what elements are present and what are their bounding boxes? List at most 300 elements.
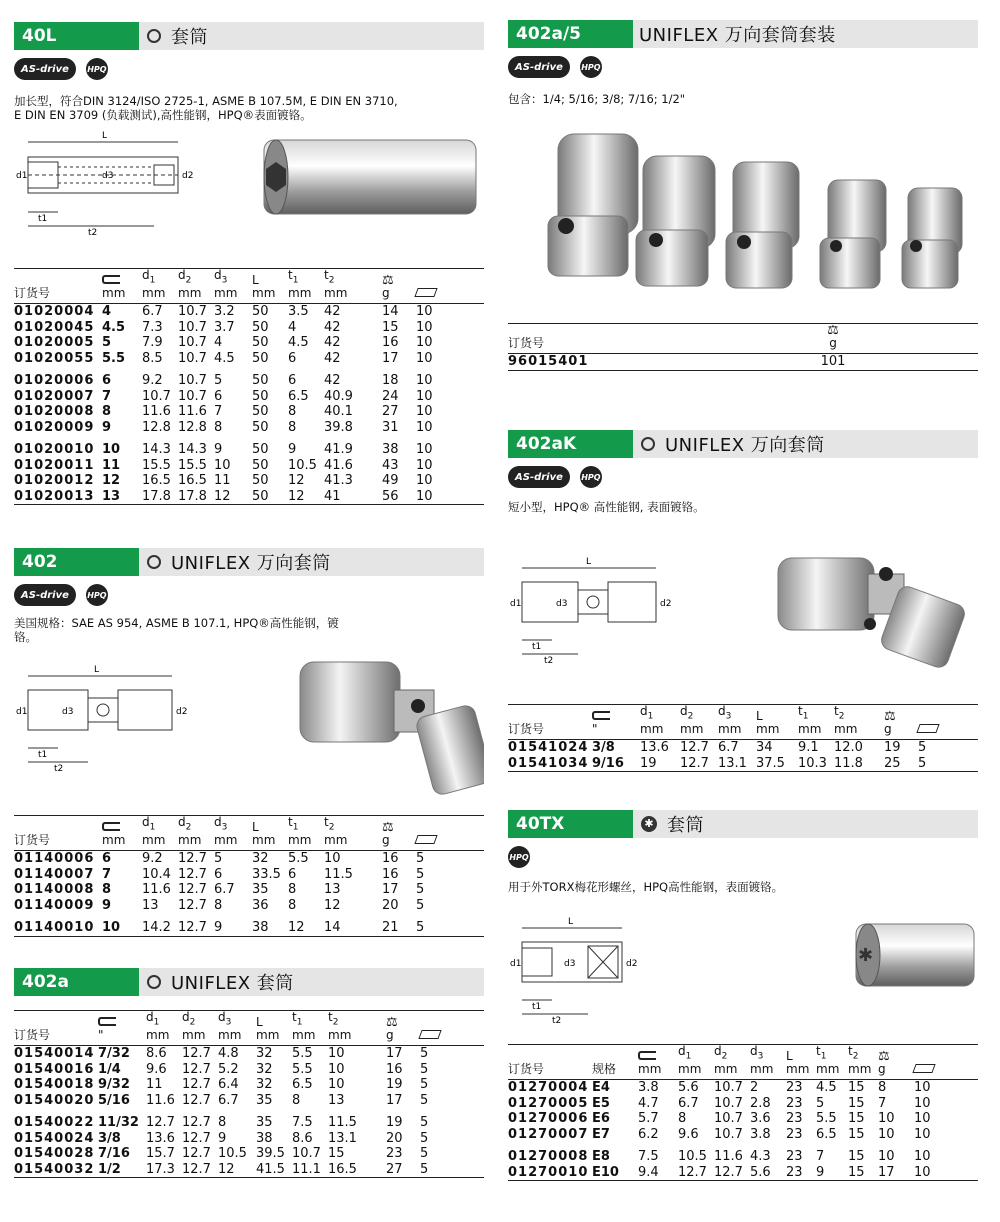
table-cell: 34: [756, 740, 773, 756]
socket-3: [726, 162, 799, 288]
table-cell: 10: [416, 473, 433, 489]
table-cell: 5.5: [102, 350, 126, 366]
table-cell: 39.8: [324, 419, 353, 435]
col-weight: ⚖ g: [748, 324, 918, 354]
table-cell: 6.5: [288, 388, 309, 404]
dimension-drawing: [508, 514, 978, 704]
product-illustration: [14, 122, 484, 252]
scale-icon: ⚖: [382, 273, 394, 289]
dim-L: L: [102, 131, 108, 141]
table-cell: 12: [214, 488, 231, 504]
table-cell: 50: [252, 350, 269, 366]
table-cell: 10: [914, 1111, 931, 1127]
table-cell: 41.9: [324, 442, 353, 458]
table-cell: 3.7: [214, 319, 235, 335]
table-cell: 3/8: [98, 1130, 121, 1146]
table-cell: 5: [918, 740, 927, 756]
table-cell: 49: [382, 473, 399, 489]
section-402: [14, 548, 484, 804]
section-header: [14, 548, 484, 576]
table-row: [14, 420, 484, 436]
table-cell: 6.7: [218, 1092, 239, 1108]
table-cell: 8: [288, 882, 297, 898]
dim-t1: t1: [532, 642, 542, 652]
socket-icon: [147, 975, 161, 989]
table-cell: 20: [382, 897, 399, 913]
table-cell: 10: [214, 457, 231, 473]
table-cell: 5: [420, 1092, 429, 1108]
dim-d3: d3: [102, 171, 114, 181]
table-cell: 14: [324, 920, 341, 936]
dim-d1: d1: [510, 959, 522, 969]
description: [14, 616, 484, 644]
product-illustration: [508, 894, 978, 1044]
table-cell: 20: [386, 1130, 403, 1146]
table-cell: 41.3: [324, 473, 353, 489]
table-row: [508, 756, 978, 772]
order-number: 01020012: [14, 473, 95, 489]
order-number: 01020011: [14, 457, 95, 473]
table-cell: 11: [146, 1077, 163, 1093]
table-cell: 41.6: [324, 457, 353, 473]
table-row: [14, 898, 484, 914]
table-cell: 40.1: [324, 404, 353, 420]
table-cell: 21: [382, 920, 399, 936]
table-cell: E10: [592, 1164, 619, 1180]
table-cell: 9: [102, 897, 112, 913]
table-row: [508, 1096, 978, 1112]
description-line: 铬。: [14, 630, 37, 644]
table-cell: 14: [382, 304, 399, 320]
socket-icon: [147, 555, 161, 569]
table-cell: 4: [214, 335, 223, 351]
dim-d1: d1: [510, 599, 522, 609]
table-cell: 11.8: [834, 755, 863, 771]
table-cell: 11.5: [324, 866, 353, 882]
table-cell: 7: [102, 866, 112, 882]
table-cell: 11.6: [146, 1092, 175, 1108]
order-number: 01270007: [508, 1126, 589, 1142]
socket-photo: [778, 558, 874, 630]
table-row: [14, 882, 484, 898]
order-number: 01540024: [14, 1130, 95, 1146]
table-cell: 6: [288, 350, 297, 366]
col-d3: $d_3$ mm: [214, 816, 252, 851]
table-cell: 5: [416, 882, 425, 898]
order-number: 96015401: [508, 354, 589, 369]
col-pack: [420, 1011, 484, 1046]
table-cell: 12.0: [834, 740, 863, 756]
table-cell: 10.5: [218, 1146, 247, 1162]
weight: 101: [820, 354, 846, 369]
order-number: 01270006: [508, 1111, 589, 1127]
table-cell: 15: [848, 1126, 865, 1142]
col-weight: ⚖ g: [884, 705, 918, 740]
table-cell: 8: [102, 882, 112, 898]
package-icon: [912, 1064, 935, 1073]
table-cell: 17.8: [178, 488, 207, 504]
table-cell: 13: [102, 488, 121, 504]
table-cell: 9.4: [638, 1164, 659, 1180]
order-number: 01020007: [14, 388, 95, 404]
table-cell: 4.5: [288, 335, 309, 351]
table-cell: 17: [382, 350, 399, 366]
section-title: UNIFLEX 套筒: [171, 973, 294, 994]
table-40TX: 订货号 规格 mm $d_1$ mm $d_2$ mm $d_3$ mm L mm $t_1$ mm $t_2$ mm ⚖ g 01270004 E4 3.8 5.6 10.7 2 23 4.5 15 8 10 01270005 E5 4.7 6.7 10.7 2.8 23 5 15 7 10 01270006 E6 5.7 8 10.7 3.6 23 5.5 15 10 10 01270007 E7 6.2 9.6 10.7 3.8 23 6.5 15 10 10 01270008 E8 7.5 10.5 11.6 4.3 23 7 15 10 10 01270010 E10 9.4 12.7 12.7 5.6 23 9 15 17 10: [508, 1044, 978, 1181]
table-cell: 4.7: [638, 1095, 659, 1111]
table-cell: 9: [218, 1130, 227, 1146]
socket-1: [548, 134, 638, 276]
table-cell: 5: [214, 373, 223, 389]
table-cell: 10: [102, 920, 121, 936]
table-cell: 17: [878, 1164, 895, 1180]
table-cell: 6: [102, 373, 112, 389]
table-cell: 12.7: [182, 1130, 211, 1146]
package-icon: [418, 1030, 441, 1039]
table-cell: 15: [848, 1080, 865, 1096]
section-header: [508, 430, 978, 458]
table-cell: 9.2: [142, 851, 163, 867]
dim-t2: t2: [54, 764, 64, 774]
table-402a5: [508, 323, 978, 371]
table-cell: 12: [324, 897, 341, 913]
table-cell: 12.7: [146, 1115, 175, 1131]
table-cell: 50: [252, 304, 269, 320]
table-row: [508, 1111, 978, 1127]
table-cell: 23: [786, 1080, 803, 1096]
table-cell: 17.3: [146, 1161, 175, 1177]
table-cell: 12.7: [182, 1077, 211, 1093]
order-number: 01540020: [14, 1092, 95, 1108]
table-cell: 10: [328, 1046, 345, 1062]
table-cell: 3.2: [214, 304, 235, 320]
dim-d1: d1: [16, 171, 28, 181]
dim-d1: d1: [16, 707, 28, 717]
product-code: 402: [14, 548, 139, 576]
table-cell: 10.3: [798, 755, 827, 771]
order-number: 01020005: [14, 335, 95, 351]
description: 包含：1/4; 5/16; 3/8; 7/16; 1/2": [508, 92, 686, 106]
table-cell: 10: [878, 1149, 895, 1165]
table-cell: 10: [102, 442, 121, 458]
table-cell: 11.6: [142, 404, 171, 420]
table-cell: 50: [252, 404, 269, 420]
product-code: 40TX: [508, 810, 633, 838]
table-cell: 12.7: [178, 897, 207, 913]
table-cell: 10: [416, 350, 433, 366]
feature-badges: [508, 466, 978, 488]
col-weight: ⚖ g: [878, 1045, 914, 1080]
dim-t1: t1: [532, 1002, 542, 1012]
table-cell: 5: [416, 866, 425, 882]
table-cell: 5.2: [218, 1061, 239, 1077]
dim-t1: t1: [38, 750, 48, 760]
table-cell: 5: [816, 1095, 825, 1111]
table-cell: 13.1: [328, 1130, 357, 1146]
col-t2: $t_2$ mm: [848, 1045, 878, 1080]
table-cell: 23: [786, 1149, 803, 1165]
table-cell: 6.4: [218, 1077, 239, 1093]
table-cell: 3/8: [592, 740, 615, 756]
table-cell: 10: [328, 1061, 345, 1077]
dim-d3: d3: [556, 599, 568, 609]
table-cell: 4.3: [750, 1149, 771, 1165]
table-cell: 10: [416, 404, 433, 420]
wrench-size-icon: [102, 275, 120, 284]
table-cell: 10.7: [292, 1146, 321, 1162]
table-cell: 12.7: [182, 1115, 211, 1131]
col-d3: $d_3$ mm: [750, 1045, 786, 1080]
table-cell: 4.5: [102, 319, 126, 335]
table-cell: 3.5: [288, 304, 309, 320]
table-cell: 4.5: [816, 1080, 837, 1096]
section-title: UNIFLEX 万向套筒套装: [639, 25, 836, 46]
as-drive-badge: AS-drive: [14, 584, 76, 606]
table-cell: 8: [102, 404, 112, 420]
col-t1: $t_1$ mm: [798, 705, 834, 740]
table-cell: 9.1: [798, 740, 819, 756]
table-cell: E6: [592, 1111, 610, 1127]
order-number: 01020013: [14, 488, 95, 504]
table-cell: 33.5: [252, 866, 281, 882]
col-d2: $d_2$ mm: [714, 1045, 750, 1080]
table-cell: 12.7: [678, 1164, 707, 1180]
table-row: [14, 1077, 484, 1093]
table-cell: 15: [848, 1164, 865, 1180]
table-cell: 40.9: [324, 388, 353, 404]
dim-L: L: [94, 665, 100, 675]
table-cell: 8: [288, 897, 297, 913]
table-cell: 17: [386, 1092, 403, 1108]
hpq-badge: HPQ: [580, 56, 602, 78]
col-weight: ⚖ g: [382, 269, 416, 304]
table-cell: 8: [878, 1080, 887, 1096]
table-cell: 12: [288, 488, 305, 504]
product-code: 402a/5: [508, 20, 633, 48]
scale-icon: ⚖: [382, 820, 394, 836]
table-cell: 5: [420, 1046, 429, 1062]
hpq-badge: HPQ: [508, 846, 530, 868]
table-cell: 12: [218, 1161, 235, 1177]
section-title: 套筒: [171, 27, 208, 48]
as-drive-badge: AS-drive: [508, 466, 570, 488]
table-cell: 38: [252, 920, 269, 936]
table-cell: 12: [102, 473, 121, 489]
table-cell: 19: [640, 755, 657, 771]
section-402a5: [508, 20, 978, 371]
table-cell: 11.6: [178, 404, 207, 420]
table-cell: 35: [256, 1092, 273, 1108]
table-cell: 12.7: [178, 920, 207, 936]
table-cell: 10.7: [178, 373, 207, 389]
table-cell: 23: [786, 1111, 803, 1127]
wrench-size-icon: [592, 711, 610, 720]
table-row: [508, 1142, 978, 1165]
table-cell: 41.5: [256, 1161, 285, 1177]
order-number: 01140009: [14, 897, 95, 913]
order-number: 01020008: [14, 404, 95, 420]
table-cell: 16: [386, 1061, 403, 1077]
table-cell: 18: [382, 373, 399, 389]
dim-t2: t2: [544, 656, 554, 666]
svg-text:✱: ✱: [858, 945, 874, 966]
dim-d3: d3: [564, 959, 576, 969]
table-cell: 19: [386, 1115, 403, 1131]
scale-icon: ⚖: [884, 709, 896, 725]
table-cell: 7.3: [142, 319, 163, 335]
table-cell: 41: [324, 488, 341, 504]
description: 用于外TORX梅花形螺丝，HPQ高性能钢，表面镀铬。: [508, 880, 784, 894]
table-cell: 5.7: [638, 1111, 659, 1127]
section-40TX: [508, 810, 978, 1181]
table-cell: 5.5: [288, 851, 309, 867]
table-cell: 16: [382, 335, 399, 351]
table-cell: 15: [848, 1111, 865, 1127]
table-cell: 15: [848, 1095, 865, 1111]
package-icon: [916, 724, 939, 733]
order-number: 01541034: [508, 755, 589, 771]
table-cell: 50: [252, 473, 269, 489]
col-d3: $d_3$ mm: [718, 705, 756, 740]
order-number: 01540032: [14, 1161, 95, 1177]
dim-d2: d2: [660, 599, 672, 609]
table-cell: 5.6: [678, 1080, 699, 1096]
table-cell: 3.8: [638, 1080, 659, 1096]
table-cell: 13.6: [640, 740, 669, 756]
table-cell: 7.9: [142, 335, 163, 351]
table-row: [14, 473, 484, 489]
col-d1: $d_1$ mm: [146, 1011, 182, 1046]
as-drive-badge: AS-drive: [14, 58, 76, 80]
order-number: 01540018: [14, 1077, 95, 1093]
table-cell: 10: [416, 419, 433, 435]
socket-photo: [264, 140, 476, 214]
table-row: [14, 366, 484, 389]
table-cell: 50: [252, 457, 269, 473]
table-cell: 3.8: [750, 1126, 771, 1142]
table-cell: 5: [416, 897, 425, 913]
table-cell: 5/16: [98, 1092, 130, 1108]
col-L: L mm: [252, 269, 288, 304]
dim-d3: d3: [62, 707, 74, 717]
table-cell: E5: [592, 1095, 610, 1111]
col-d2: $d_2$ mm: [182, 1011, 218, 1046]
table-cell: 38: [382, 442, 399, 458]
description-line: 美国规格：SAE AS 954, ASME B 107.1, HPQ®高性能钢，镀: [14, 616, 339, 630]
col-t1: $t_1$ mm: [288, 816, 324, 851]
order-number: 01020006: [14, 373, 95, 389]
table-cell: 12.8: [142, 419, 171, 435]
table-row: [14, 404, 484, 420]
col-pack: [416, 816, 484, 851]
product-illustration: [508, 514, 978, 704]
table-cell: 6: [102, 851, 112, 867]
table-cell: 10: [914, 1126, 931, 1142]
table-cell: 32: [252, 851, 269, 867]
torx-icon: ✱: [641, 816, 657, 832]
table-row: [508, 1165, 978, 1181]
table-cell: 23: [786, 1095, 803, 1111]
table-cell: 12.7: [182, 1046, 211, 1062]
table-cell: 14.3: [142, 442, 171, 458]
table-cell: 56: [382, 488, 399, 504]
product-code: 402a: [14, 968, 139, 996]
col-d3: $d_3$ mm: [214, 269, 252, 304]
table-cell: 5: [420, 1130, 429, 1146]
table-cell: 27: [382, 404, 399, 420]
table-cell: 31: [382, 419, 399, 435]
table-cell: 7.5: [292, 1115, 313, 1131]
table-cell: 16.5: [142, 473, 171, 489]
table-cell: 50: [252, 488, 269, 504]
table-cell: 8: [288, 419, 297, 435]
order-number: 01140006: [14, 851, 95, 867]
table-cell: 6: [288, 373, 297, 389]
table-cell: 5: [918, 755, 927, 771]
table-cell: 10.7: [142, 388, 171, 404]
col-order: 订货号: [14, 269, 102, 304]
col-pack: [918, 705, 978, 740]
unit: ": [592, 722, 598, 737]
table-cell: 23: [786, 1126, 803, 1142]
description-line: 加长型，符合DIN 3124/ISO 2725-1, ASME B 107.5M, E DIN EN 3710,: [14, 94, 398, 108]
col-weight: ⚖ g: [382, 816, 416, 851]
table-cell: 10: [914, 1164, 931, 1180]
feature-badges: [508, 846, 978, 868]
col-spec: 规格: [592, 1045, 638, 1080]
col-order: 订货号: [508, 705, 592, 740]
table-cell: 50: [252, 388, 269, 404]
product-code: 402aK: [508, 430, 633, 458]
table-cell: 6.7: [142, 304, 163, 320]
col-t2: $t_2$ mm: [328, 1011, 386, 1046]
table-row: [14, 1093, 484, 1109]
table-cell: 9: [214, 920, 223, 936]
feature-badges: [14, 584, 484, 606]
order-number: 01140010: [14, 920, 95, 936]
unit: mm: [102, 286, 126, 301]
table-cell: 13: [324, 882, 341, 898]
table-cell: 5: [214, 851, 223, 867]
table-cell: 9: [214, 442, 223, 458]
table-cell: 17: [386, 1046, 403, 1062]
table-cell: 6: [214, 388, 223, 404]
socket-photo: [300, 662, 400, 742]
order-number: 01140008: [14, 882, 95, 898]
table-cell: 38: [256, 1130, 273, 1146]
scale-icon: ⚖: [878, 1049, 890, 1065]
table-cell: 7: [816, 1149, 825, 1165]
col-d2: $d_2$ mm: [178, 269, 214, 304]
table-cell: 9/32: [98, 1077, 130, 1093]
socket-4: [820, 180, 886, 288]
order-number: 01020045: [14, 319, 95, 335]
wrench-size-icon: [638, 1051, 656, 1060]
table-row: [14, 1131, 484, 1147]
table-402aK: [508, 704, 978, 772]
table-cell: 10.7: [714, 1095, 743, 1111]
section-title: UNIFLEX 万向套筒: [171, 553, 331, 574]
table-cell: 16.5: [178, 473, 207, 489]
table-cell: 4.5: [214, 350, 235, 366]
table-cell: 10: [914, 1149, 931, 1165]
table-cell: 15.5: [178, 457, 207, 473]
table-cell: 7: [214, 404, 223, 420]
table-cell: 13: [142, 897, 159, 913]
description: [14, 94, 484, 122]
scale-icon: ⚖: [827, 323, 839, 338]
package-icon: [414, 288, 437, 297]
